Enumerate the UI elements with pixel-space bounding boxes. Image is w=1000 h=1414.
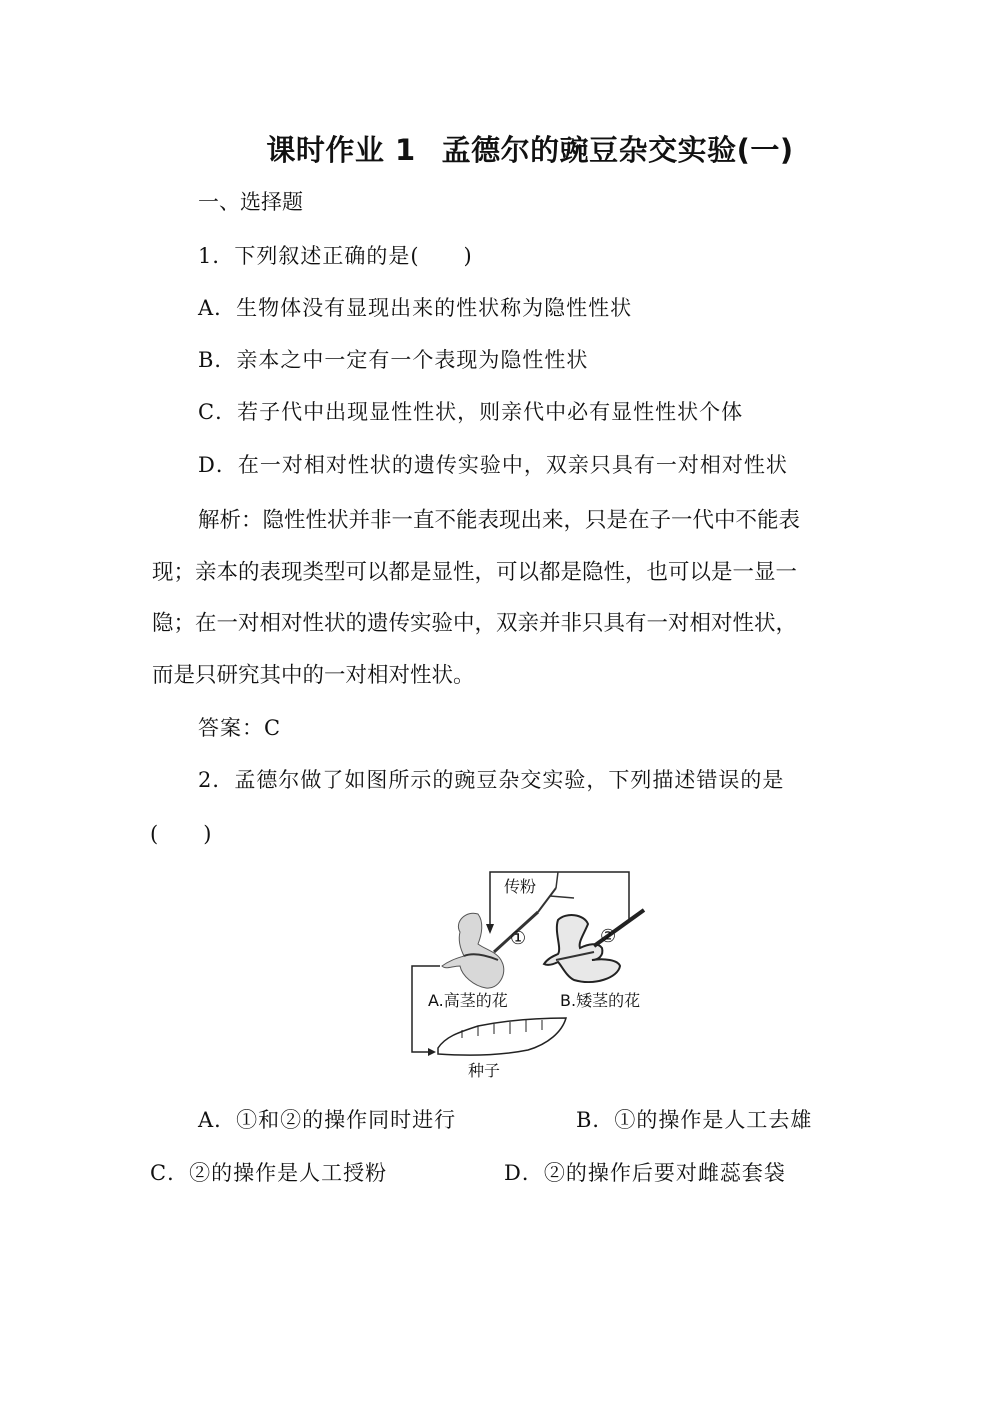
question-2-option-a: A．①和②的操作同时进行 [198,1108,457,1132]
explanation-line-4: 而是只研究其中的一对相对性状。 [152,663,475,688]
question-2-option-c: C．②的操作是人工授粉 [150,1161,388,1185]
question-2-stem: 2．孟德尔做了如图所示的豌豆杂交实验，下列描述错误的是 [198,768,785,792]
section-heading: 一、选择题 [198,190,303,214]
question-1-option-a: A．生物体没有显现出来的性状称为隐性性状 [198,296,633,320]
title-main: 孟德尔的豌豆杂交实验(一) [441,133,794,167]
question-2-option-d: D．②的操作后要对雌蕊套袋 [504,1161,786,1185]
label-seed: 种子 [468,1061,501,1080]
explanation-line-3: 隐；在一对相对性状的遗传实验中，双亲并非只具有一对相对性状， [152,611,798,636]
label-short-flower: B.矮茎的花 [560,991,641,1010]
explanation-line-2: 现；亲本的表现类型可以都是显性，可以都是隐性，也可以是一显一 [152,560,798,585]
question-1-option-b: B．亲本之中一定有一个表现为隐性性状 [198,348,589,372]
label-pollination: 传粉 [504,877,537,896]
marker-1: ① [510,928,527,949]
marker-2: ② [600,926,617,947]
question-1-stem: 1．下列叙述正确的是( ) [198,244,473,268]
question-1-option-d: D．在一对相对性状的遗传实验中，双亲只具有一对相对性状 [198,453,788,477]
page-title [0,128,1000,169]
label-tall-flower: A.高茎的花 [428,991,508,1010]
question-2-stem-bracket: ( ) [150,822,213,846]
title-prefix: 课时作业 1 [266,133,416,167]
question-1-answer: 答案：C [198,716,282,740]
pea-cross-figure [398,862,668,1084]
explanation-line-1: 解析：隐性性状并非一直不能表现出来，只是在子一代中不能表 [198,508,801,533]
question-2-option-b: B．①的操作是人工去雄 [576,1108,813,1132]
question-1-option-c: C．若子代中出现显性性状，则亲代中必有显性性状个体 [198,400,744,424]
